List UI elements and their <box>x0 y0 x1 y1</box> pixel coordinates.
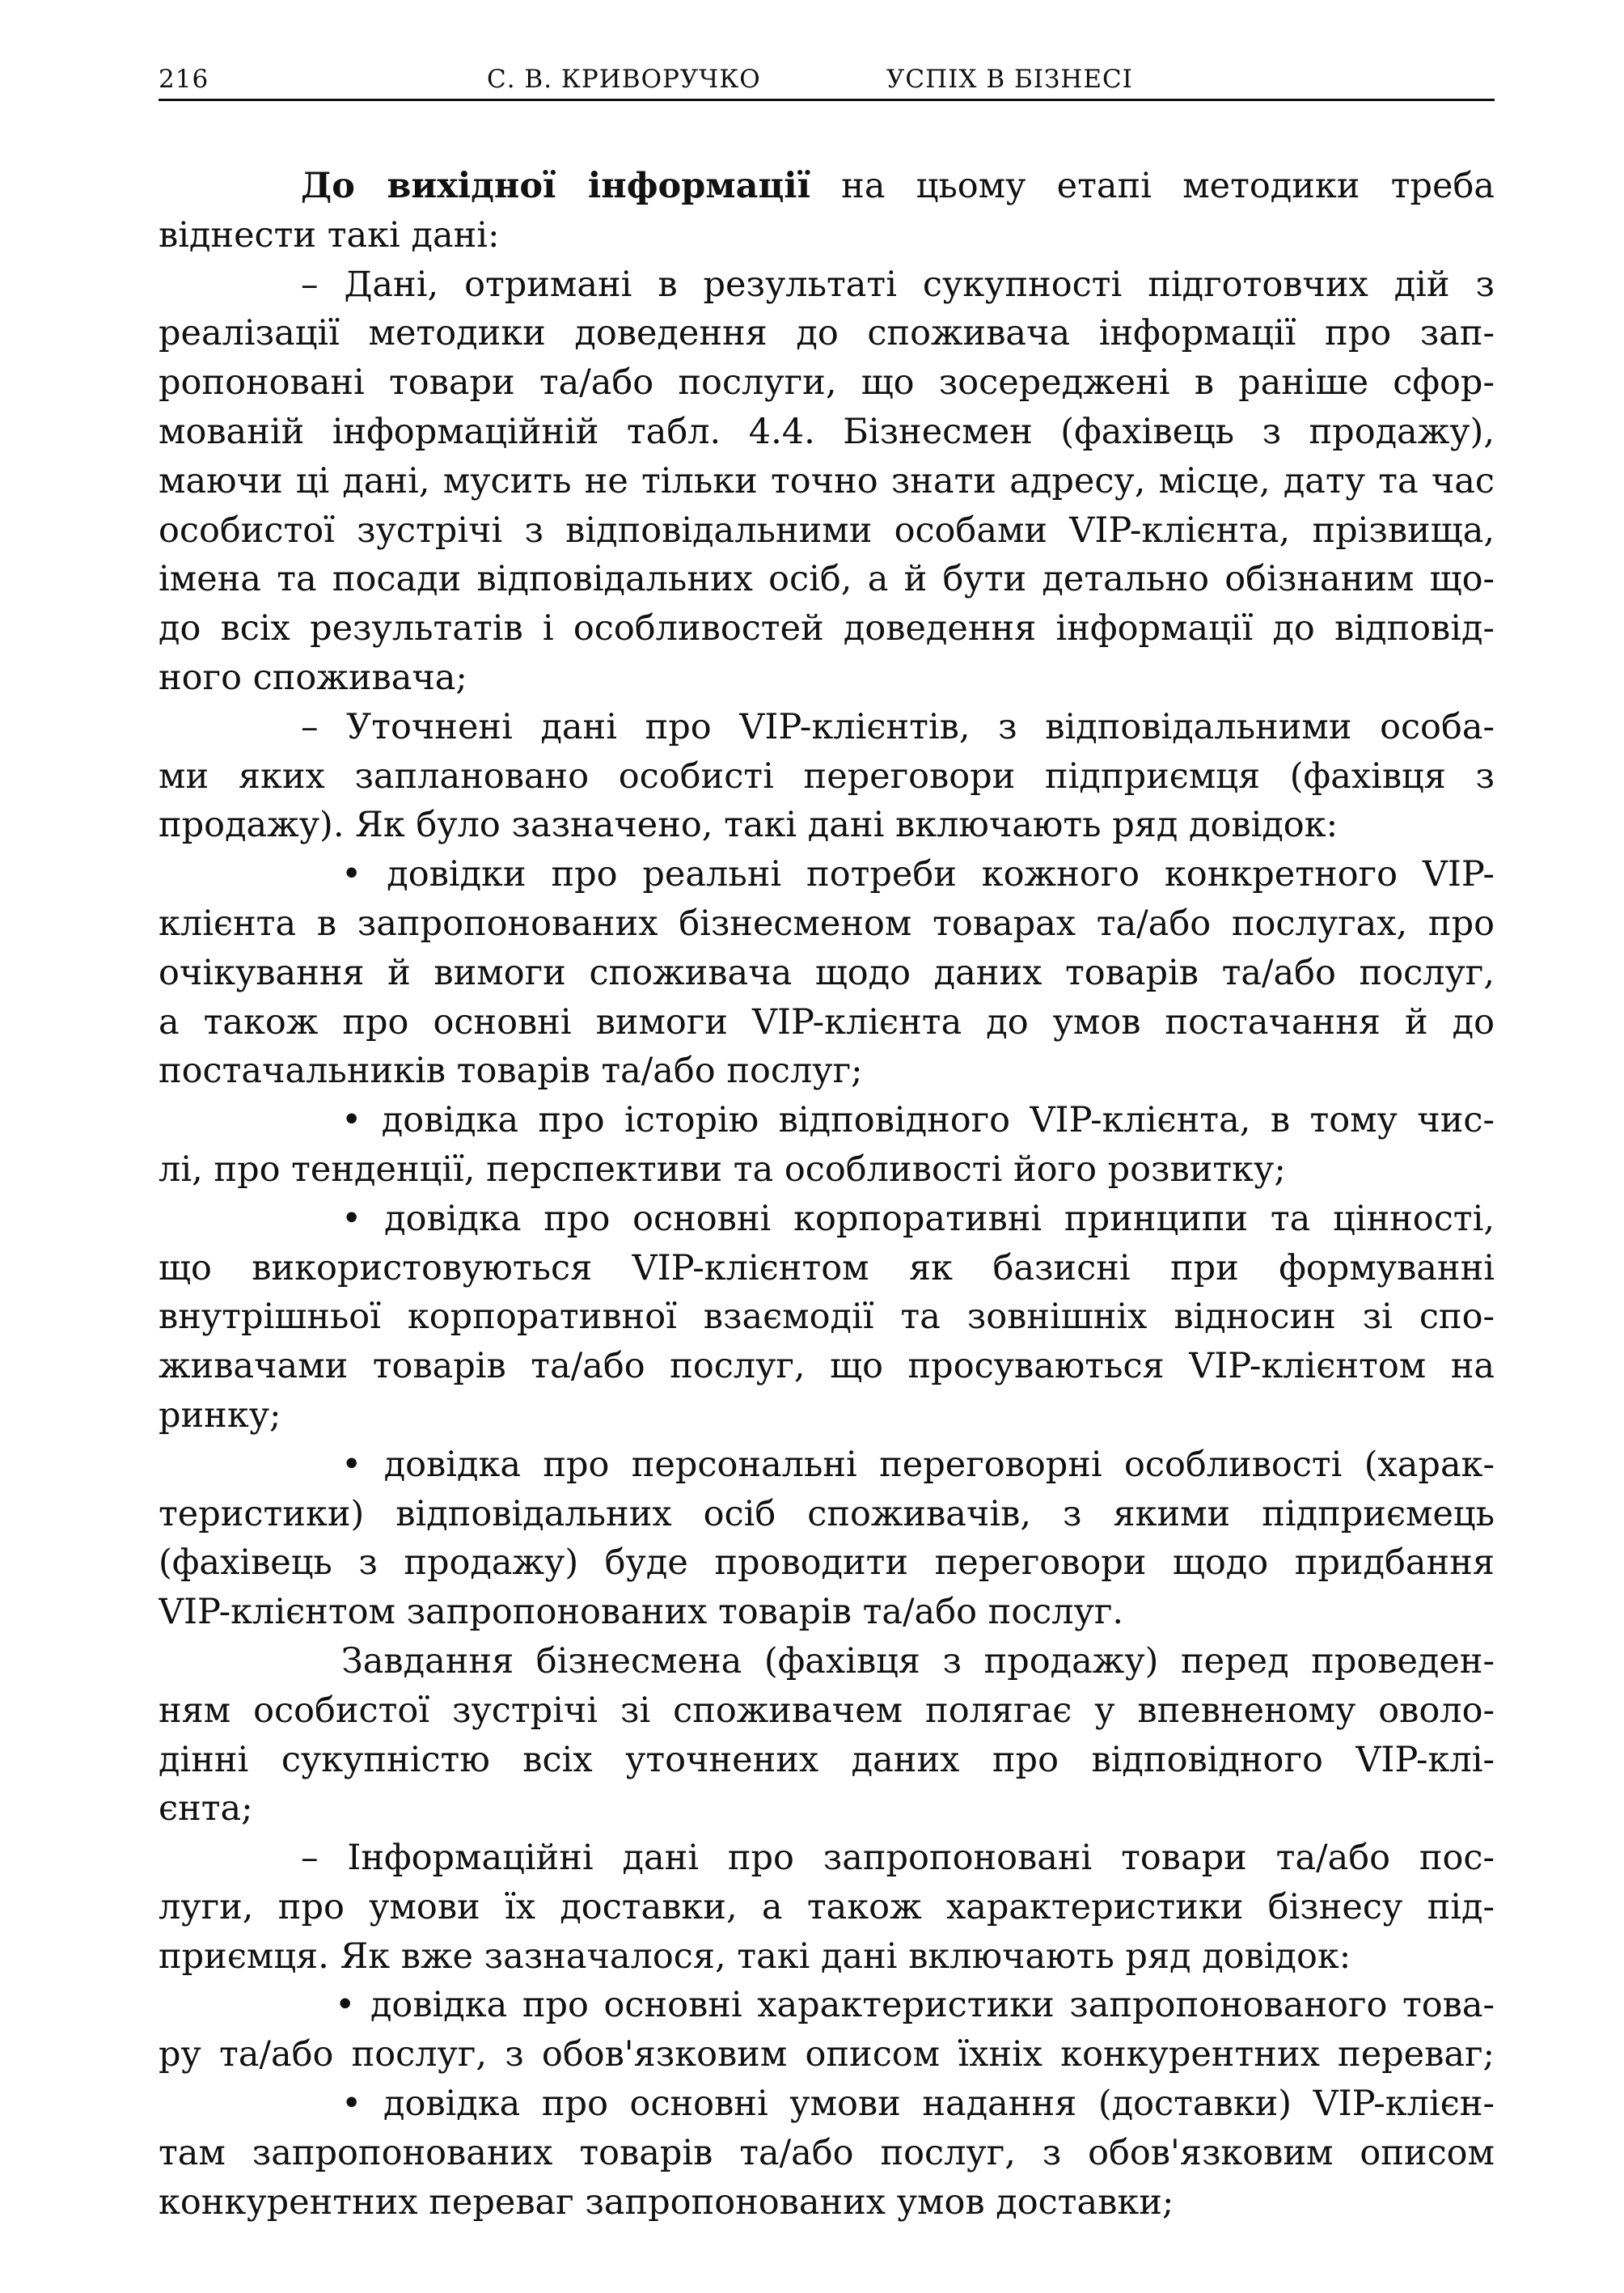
body-line: що використовуються VIP-клієнтом як базисні при формуванні <box>159 1247 1495 1288</box>
body-line: до всіх результатів і особливостей доведення інформації до відповід- <box>159 608 1495 649</box>
body-line: луги, про умови їх доставки, а також характеристики бізнесу під- <box>159 1886 1495 1927</box>
body-line: там запропонованих товарів та/або послуг, з обов'язковим описом <box>159 2132 1495 2173</box>
body-line: мованій інформаційній табл. 4.4. Бізнесмен (фахівець з продажу), <box>159 411 1495 452</box>
body-line: приємця. Як вже зазначалося, такі дані включають ряд довідок: <box>159 1936 1351 1977</box>
body-line: імена та посади відповідальних осіб, а й бути детально обізнаним що- <box>159 559 1495 600</box>
body-line: внутрішньої корпоративної взаємодії та зовнішніх відносин зі спо- <box>159 1297 1495 1338</box>
body-line: ного споживача; <box>159 657 467 698</box>
bullet-line: • довідка про персональні переговорні особливості (харак- <box>341 1444 1495 1485</box>
body-line: продажу). Як було зазначено, такі дані включають ряд довідок: <box>159 805 1339 846</box>
body-line: – Інформаційні дані про запропоновані товари та/або пос- <box>301 1838 1495 1879</box>
bullet-line: • довідка про основні характеристики запропонованого това- <box>335 1985 1495 2026</box>
intro-rest: на цьому етапі методики треба <box>810 166 1495 206</box>
body-line: ми яких заплановано особисті переговори підприємця (фахівця з <box>159 755 1495 797</box>
body-line: постачальників товарів та/або послуг; <box>159 1051 863 1092</box>
body-line: VIP-клієнтом запропонованих товарів та/або послуг. <box>159 1592 1124 1633</box>
body-line: теристики) відповідальних осіб споживачів, з якими підприємець <box>159 1493 1495 1534</box>
page-number: 216 <box>159 65 209 94</box>
body-line: ринку; <box>159 1394 281 1436</box>
body-line: ням особистої зустрічі зі споживачем полягає у впевненому оволо- <box>159 1690 1495 1731</box>
bullet-line: • довідка про основні корпоративні принципи та цінності, <box>341 1198 1495 1239</box>
body-line: (фахівець з продажу) буде проводити переговори щодо придбання <box>159 1542 1495 1584</box>
body-line: очікування й вимоги споживача щодо даних товарів та/або послуг, <box>159 952 1495 993</box>
body-line <box>159 162 1495 211</box>
body-line: ру та/або послуг, з обов'язковим описом їхніх конкурентних переваг; <box>159 2034 1495 2075</box>
body-line: ропоновані товари та/або послуги, що зосереджені в раніше сфор- <box>159 362 1495 404</box>
body-text <box>159 162 1495 2227</box>
body-line: – Дані, отримані в результаті сукупності підготовчих дій з <box>301 264 1495 305</box>
body-line: Завдання бізнесмена (фахівця з продажу) перед проведен- <box>341 1640 1495 1682</box>
body-line: реалізації методики доведення до споживача інформації про зап- <box>159 313 1495 354</box>
bullet-line: • довідка про історію відповідного VIP-клієнта, в тому чис- <box>341 1100 1495 1141</box>
body-line: лі, про тенденції, перспективи та особливості його розвитку; <box>159 1149 1286 1190</box>
intro-bold-term: До вихідної інформації <box>301 166 810 206</box>
header-author: С. В. КРИВОРУЧКО <box>487 65 761 94</box>
bullet-line: • довідка про основні умови надання (доставки) VIP-клієн- <box>341 2084 1495 2125</box>
bullet-line: • довідки про реальні потреби кожного конкретного VIP- <box>341 854 1495 895</box>
body-line: маючи ці дані, мусить не тільки точно знати адресу, місце, дату та час <box>159 460 1495 501</box>
body-line: єнта; <box>159 1788 253 1830</box>
body-line: віднести такі дані: <box>159 214 500 256</box>
body-line: конкурентних переваг запропонованих умов доставки; <box>159 2181 1174 2223</box>
running-header <box>159 57 1495 101</box>
body-line: особистої зустрічі з відповідальними особами VIP-клієнта, прізвища, <box>159 510 1495 551</box>
body-line: клієнта в запропонованих бізнесменом товарах та/або послугах, про <box>159 903 1495 944</box>
body-line: живачами товарів та/або послуг, що просуваються VIP-клієнтом на <box>159 1346 1495 1387</box>
body-line: а також про основні вимоги VIP-клієнта до умов постачання й до <box>159 1001 1495 1043</box>
body-line: дінні сукупністю всіх уточнених даних про відповідного VIP-клі- <box>159 1739 1495 1780</box>
body-line: – Уточнені дані про VIP-клієнтів, з відповідальними особа- <box>301 706 1495 747</box>
header-book-title: УСПІХ В БІЗНЕСІ <box>886 65 1133 94</box>
